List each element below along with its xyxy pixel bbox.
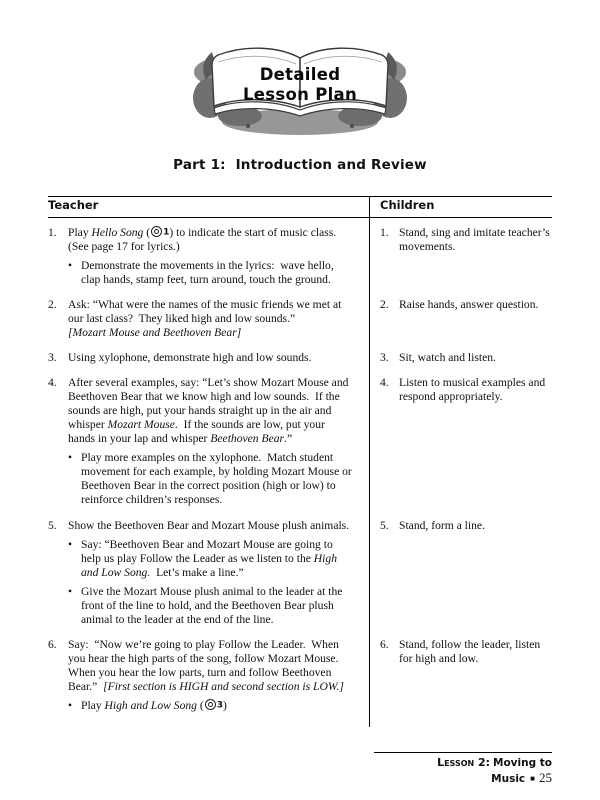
children-step-2: [370, 287, 552, 340]
page-footer: [374, 752, 552, 786]
children-step-text: Stand, follow the leader, listen for high and low.: [399, 637, 544, 665]
book-title-line1: Detailed: [259, 65, 341, 84]
step-number: 3.: [48, 351, 57, 365]
lesson-title: Moving to Music: [491, 756, 552, 785]
children-step-1: [370, 218, 552, 287]
teacher-bullet-text: Say: “Beethoven Bear and Mozart Mouse are going to help us play Follow the Leader as we listen to the High and Low Song. Let’s make a line.”: [81, 537, 340, 579]
section-title: Part 1: Introduction and Review: [173, 157, 427, 173]
teacher-step-text: Ask: “What were the names of the music friends we met at our last class? They liked high and low sounds.” [Mozart Mouse and Beethoven Bear]: [68, 298, 345, 340]
step-number: 2.: [48, 298, 57, 312]
step-number: 3.: [380, 351, 389, 365]
page-number: 25: [539, 769, 552, 785]
teacher-step-1: [48, 218, 370, 287]
step-number: 6.: [48, 637, 57, 651]
teacher-bullet-text: Demonstrate the movements in the lyrics: wave hello, clap hands, stamp feet, turn around, touch the ground.: [81, 259, 337, 287]
step-number: 1.: [48, 226, 57, 240]
open-book-illustration: [188, 40, 412, 140]
teacher-bullet-text: Play High and Low Song ( 3): [81, 698, 227, 712]
children-step-6: [370, 627, 552, 727]
teacher-step-6: [48, 627, 370, 727]
children-step-text: Stand, sing and imitate teacher’s movements.: [399, 226, 553, 254]
step-number: 4.: [48, 376, 57, 390]
teacher-step-text: Play Hello Song ( 1) to indicate the start of music class. (See page 17 for lyrics.): [68, 226, 342, 254]
bullet-marker: •: [68, 537, 73, 551]
teacher-step-text: Show the Beethoven Bear and Mozart Mouse plush animals.: [68, 518, 350, 532]
children-step-5: [370, 508, 552, 627]
teacher-column-header: Teacher: [48, 197, 370, 218]
children-step-3: [370, 340, 552, 365]
footer-rule: [374, 752, 552, 753]
teacher-step-2: [48, 287, 370, 340]
step-number: 6.: [380, 637, 389, 651]
teacher-step-3: [48, 340, 370, 365]
teacher-step-text: Using xylophone, demonstrate high and low sounds.: [68, 351, 312, 365]
step-number: 5.: [48, 518, 57, 532]
children-column-header: Children: [370, 197, 552, 218]
teacher-step-text: After several examples, say: “Let’s show Mozart Mouse and Beethoven Bear that we know high and low sounds. If the sounds are high, put your hands straight up in the air and whisper Mozart Mouse. If the sounds are low, put your hands in your lap and whisper Beethoven Bear.”: [68, 376, 352, 446]
teacher-bullet-text: Play more examples on the xylophone. Match student movement for each example, by holding Mozart Mouse or Beethoven Bear in the correct position (high or low) to reinforce children’s responses.: [81, 451, 355, 507]
bullet-marker: •: [68, 698, 73, 712]
cd-track-icon: 1: [150, 226, 169, 239]
step-number: 5.: [380, 518, 389, 532]
teacher-step-5: [48, 508, 370, 627]
step-number: 4.: [380, 376, 389, 390]
teacher-bullet-text: Give the Mozart Mouse plush animal to the leader at the front of the line to hold, and the Beethoven Bear plush animal to the leader at the end of the line.: [81, 584, 346, 626]
children-step-text: Listen to musical examples and respond appropriately.: [399, 376, 549, 404]
step-number: 1.: [380, 226, 389, 240]
bullet-marker: •: [68, 259, 73, 273]
cd-track-icon: 3: [204, 699, 223, 712]
bullet-marker: •: [68, 451, 73, 465]
teacher-step-4: [48, 365, 370, 507]
open-book-graphic: [188, 40, 412, 140]
children-step-4: [370, 365, 552, 507]
book-title-line2: Lesson Plan: [242, 85, 358, 104]
bullet-marker: •: [68, 584, 73, 598]
teacher-step-text: Say: “Now we’re going to play Follow the Leader. When you hear the high parts of the song, follow Mozart Mouse. When you hear the low parts, turn and follow Beethoven Bear.” [First section is HIGH and second section is LOW.]: [68, 637, 345, 693]
lesson-table: [48, 196, 552, 726]
children-step-text: Sit, watch and listen.: [399, 351, 496, 365]
children-step-text: Raise hands, answer question.: [399, 298, 539, 312]
step-number: 2.: [380, 298, 389, 312]
square-bullet-icon: ■: [530, 773, 535, 783]
lesson-label: Lesson 2:: [437, 755, 491, 769]
children-step-text: Stand, form a line.: [399, 518, 485, 532]
